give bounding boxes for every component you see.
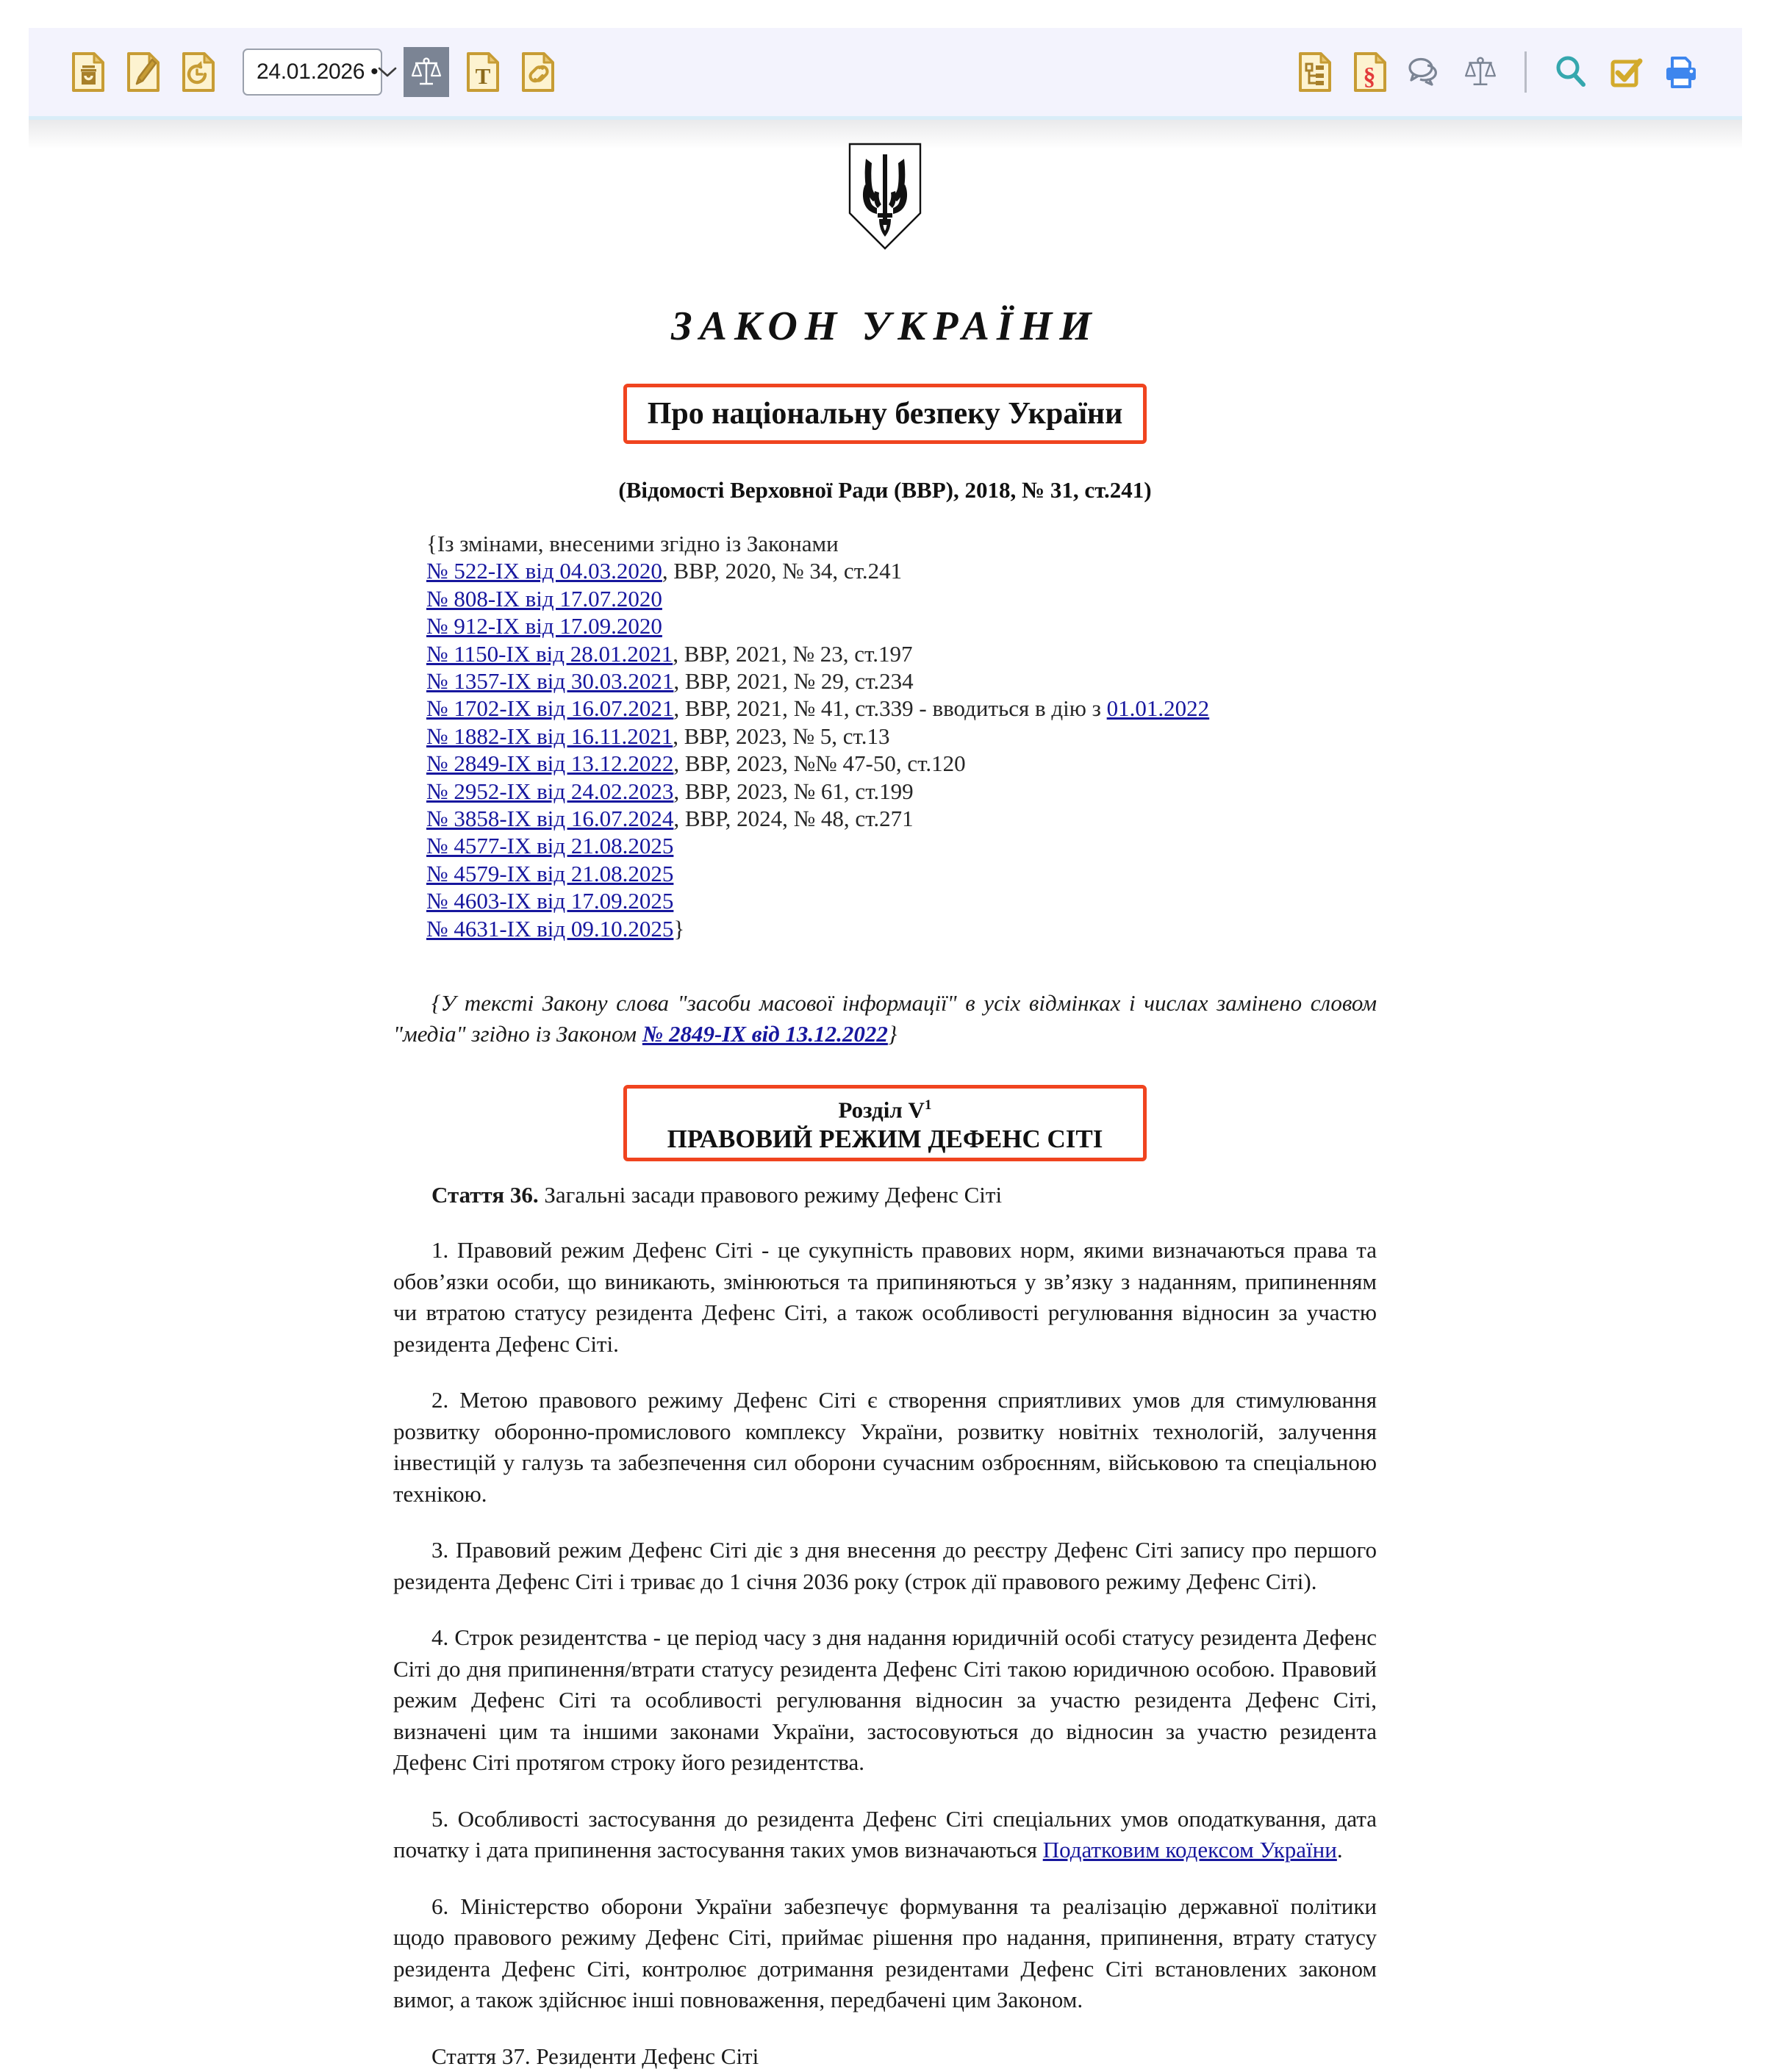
toolbar-divider xyxy=(1524,51,1527,93)
article-heading xyxy=(393,1180,1377,1210)
amendment-line xyxy=(426,612,1363,639)
tax-code-link[interactable]: Податковим кодексом України xyxy=(1042,1837,1337,1863)
amendment-line xyxy=(426,557,1363,584)
replacement-note-before: {У тексті Закону слова "засоби масової інформації" в усіх відмінках і числах замінено словом "медіа" згідно із Законом xyxy=(393,990,1377,1047)
law-kind-heading: ЗАКОН УКРАЇНИ xyxy=(671,304,1099,349)
amendment-rest: , ВВР, 2021, № 29, ст.234 xyxy=(673,668,914,695)
amendment-effective-date-link[interactable]: 01.01.2022 xyxy=(1106,695,1210,722)
amendment-link[interactable]: № 1882-IX від 16.11.2021 xyxy=(426,723,673,749)
amendment-rest: , ВВР, 2023, № 61, ст.199 xyxy=(673,778,914,804)
law-title-text: Про національну безпеку України xyxy=(647,397,1123,431)
amendment-line xyxy=(426,860,1363,887)
amendment-link[interactable]: № 1150-IX від 28.01.2021 xyxy=(426,640,673,667)
checkbox-check-icon[interactable] xyxy=(1605,49,1647,95)
amendment-line xyxy=(426,695,1363,722)
amendment-link[interactable]: № 912-IX від 17.09.2020 xyxy=(426,613,662,639)
amendment-rest: , ВВР, 2021, № 41, ст.339 - вводиться в дію з xyxy=(673,695,1107,722)
coat-of-arms-row xyxy=(0,143,1770,250)
amendment-link[interactable]: № 4579-IX від 21.08.2025 xyxy=(426,860,674,886)
paragraph-1: 1. Правовий режим Дефенс Сіті - це сукупність правових норм, якими визначаються права та обов’язки особи, що виникають, змінюються та припиняються у зв’язку з наданням, припиненням чи втратою статусу резидента Дефенс Сіті, а також особливості регулювання відносин за участю резидента Дефенс Сіті. xyxy=(393,1237,1377,1357)
cut-off-next-article xyxy=(393,2041,1377,2069)
amendment-link[interactable]: № 4603-IX від 17.09.2025 xyxy=(426,888,674,914)
revision-history-icon[interactable] xyxy=(177,49,220,95)
section-name: ПРАВОВИЙ РЕЖИМ ДЕФЕНС СІТІ xyxy=(667,1125,1103,1154)
amendment-line xyxy=(426,585,1363,612)
section-number-text: Розділ V xyxy=(838,1097,925,1123)
chevron-down-icon xyxy=(378,66,397,78)
amendment-line xyxy=(426,832,1363,859)
article-title: Загальні засади правового режиму Дефенс Сіті xyxy=(538,1182,1003,1208)
law-title-highlight-box xyxy=(623,384,1147,444)
document-structure-icon[interactable] xyxy=(1294,49,1336,95)
toolbar-region xyxy=(0,0,1770,126)
amendment-link[interactable]: № 808-IX від 17.07.2020 xyxy=(426,585,662,612)
amendment-line xyxy=(426,778,1363,805)
amendment-line xyxy=(426,750,1363,777)
revision-date-value: 24.01.2026 • xyxy=(257,60,379,84)
amendment-line xyxy=(426,723,1363,750)
svg-text:T: T xyxy=(475,63,491,89)
amendment-link[interactable]: № 1357-IX від 30.03.2021 xyxy=(426,668,674,695)
amendments-list xyxy=(426,557,1363,942)
vvr-reference: (Відомості Верховної Ради (ВВР), 2018, № 31, ст.241) xyxy=(618,477,1152,503)
scales-of-justice-icon[interactable] xyxy=(404,47,449,97)
amendment-rest: , ВВР, 2020, № 34, ст.241 xyxy=(662,558,903,584)
amendment-rest: , ВВР, 2023, № 5, ст.13 xyxy=(673,723,890,749)
amendment-line xyxy=(426,667,1363,695)
svg-text:§: § xyxy=(1363,63,1376,90)
amendment-rest: , ВВР, 2024, № 48, ст.271 xyxy=(673,806,914,832)
amendment-rest: , ВВР, 2023, №№ 47-50, ст.120 xyxy=(673,750,966,777)
attachment-document-icon[interactable] xyxy=(517,49,559,95)
paragraph-5 xyxy=(393,1804,1377,1866)
paragraph-4: 4. Строк резидентства - це період часу з дня надання юридичній особі статусу резидента Дефенс Сіті до дня припинення/втрати статусу резидента Дефенс Сіті такою юридичною особою. Правовий режим Дефенс Сіті та особливості регулювання відносин за участю резидента Дефенс Сіті, визначені цим та іншими законами України, застосовуються до відносин за участю резидента Дефенс Сіті протягом строку його резидентства. xyxy=(393,1624,1377,1776)
court-practice-icon[interactable] xyxy=(1459,49,1502,95)
revision-date-select[interactable] xyxy=(243,49,382,96)
amendment-line xyxy=(426,887,1363,914)
paragraph-5-before: 5. Особливості застосування до резидента Дефенс Сіті спеціальних умов оподаткування, дата початку і дата припинення застосування таких умов визначаються xyxy=(393,1805,1377,1863)
amendment-line xyxy=(426,915,1363,942)
amendment-link[interactable]: № 4577-IX від 21.08.2025 xyxy=(426,833,674,859)
amendment-link[interactable]: № 3858-IX від 16.07.2024 xyxy=(426,806,674,832)
replacement-note xyxy=(393,988,1377,1050)
amendment-line xyxy=(426,640,1363,667)
text-document-icon[interactable] xyxy=(462,49,504,95)
paragraph-document-icon[interactable] xyxy=(1349,49,1391,95)
comments-icon[interactable] xyxy=(1404,49,1447,95)
amendment-link[interactable]: № 522-IX від 04.03.2020 xyxy=(426,558,662,584)
amendment-link[interactable]: № 2952-IX від 24.02.2023 xyxy=(426,778,674,804)
main-toolbar xyxy=(29,28,1742,120)
card-document-icon[interactable] xyxy=(67,49,110,95)
amendment-link[interactable]: № 1702-IX від 16.07.2021 xyxy=(426,695,674,722)
paragraph-3: 3. Правовий режим Дефенс Сіті діє з дня внесення до реєстру Дефенс Сіті запису про першого резидента Дефенс Сіті і триває до 1 січня 2036 року (строк дії правового режиму Дефенс Сіті). xyxy=(393,1537,1377,1594)
document-body xyxy=(0,143,1770,2069)
amendments-intro: {Із змінами, внесеними згідно із Законами xyxy=(426,531,839,556)
replacement-note-after: } xyxy=(887,1021,897,1047)
amendment-line xyxy=(426,805,1363,832)
ukraine-trident-emblem-icon xyxy=(845,143,925,250)
amendment-link[interactable]: № 4631-IX від 09.10.2025 xyxy=(426,915,674,942)
replacement-note-link[interactable]: № 2849-IX від 13.12.2022 xyxy=(642,1021,888,1047)
article-label: Стаття 36. xyxy=(431,1182,539,1208)
toolbar-left-group xyxy=(67,47,559,97)
amendment-link[interactable]: № 2849-IX від 13.12.2022 xyxy=(426,750,674,777)
search-icon[interactable] xyxy=(1549,49,1592,95)
amendments-block xyxy=(407,530,1363,942)
paragraph-6: 6. Міністерство оборони України забезпечує формування та реалізацію державної політики щодо правового режиму Дефенс Сіті, приймає рішення про надання, припинення, втрату статусу резидента Дефенс Сіті, контролює дотримання резидентами Дефенс Сіті встановлених законом вимог, а також здійснює інші повноваження, передбачені цим Законом. xyxy=(393,1893,1377,2013)
print-icon[interactable] xyxy=(1660,49,1702,95)
paragraph-2: 2. Метою правового режиму Дефенс Сіті є створення сприятливих умов для стимулювання розвитку оборонно-промислового комплексу України, розвитку новітніх технологій, залучення інвестицій у галузь та забезпечення сил оборони сучасним озброєнням, військовою та спеціальною технікою. xyxy=(393,1387,1377,1507)
section-highlight-box xyxy=(623,1085,1147,1161)
amendment-rest: , ВВР, 2021, № 23, ст.197 xyxy=(673,640,913,667)
paragraph-5-after: . xyxy=(1336,1837,1343,1863)
section-superscript: 1 xyxy=(924,1097,932,1113)
toolbar-right-group xyxy=(1294,49,1702,95)
cut-off-next-article-text: Стаття 37. Резиденти Дефенс Сіті xyxy=(431,2043,759,2069)
amendment-rest: } xyxy=(673,915,685,942)
section-number xyxy=(839,1091,932,1124)
edit-document-icon[interactable] xyxy=(122,49,165,95)
article-body xyxy=(393,1161,1377,2016)
